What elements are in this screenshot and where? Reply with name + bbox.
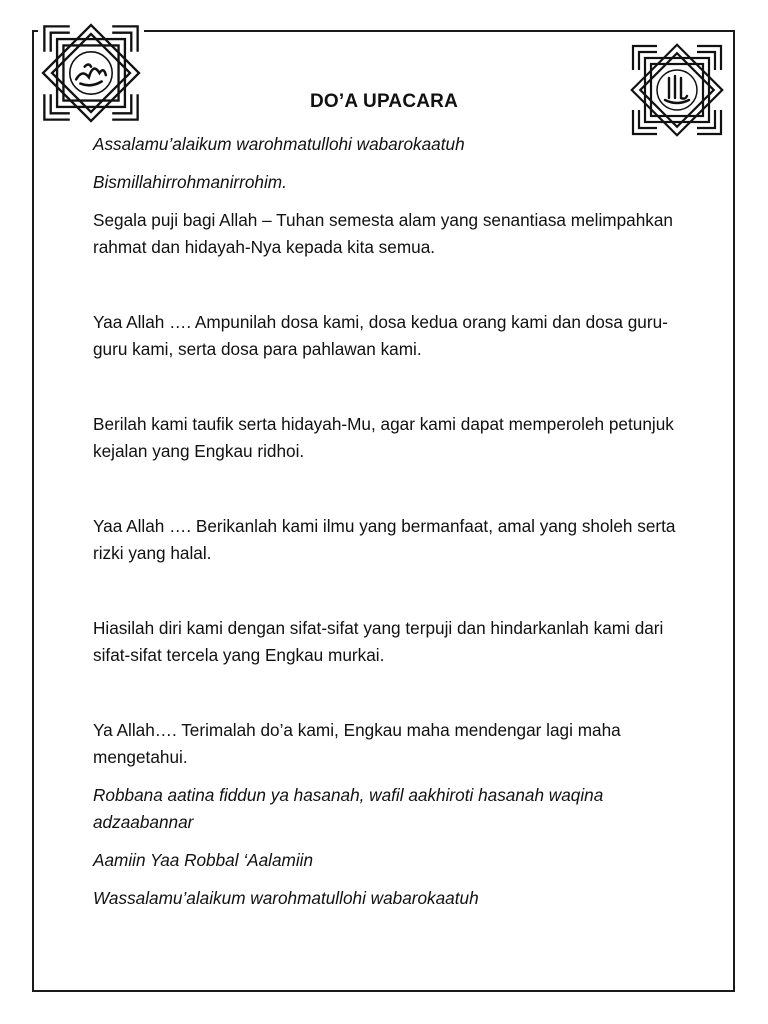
paragraph-praise: Segala puji bagi Allah – Tuhan semesta alam yang senantiasa melimpahkan rahmat dan hidayah-Nya kepada kita semua. xyxy=(93,210,673,257)
amin-closing: Aamiin Yaa Robbal ‘Aalamiin xyxy=(93,850,314,870)
paragraph-character: Hiasilah diri kami dengan sifat-sifat yang terpuji dan hindarkanlah kami dari sifat-sifat tercela yang Engkau murkai. xyxy=(93,618,664,665)
page-title: DO’A UPACARA xyxy=(309,91,459,112)
paragraph-acceptance: Ya Allah…. Terimalah do’a kami, Engkau maha mendengar lagi maha mengetahui. xyxy=(93,720,621,767)
basmalah: Bismillahirrohmanirrohim. xyxy=(93,172,287,192)
paragraph-guidance: Berilah kami taufik serta hidayah-Mu, agar kami dapat memperoleh petunjuk kejalan yang Engkau ridhoi. xyxy=(93,414,674,461)
robbana-prayer: Robbana aatina fiddun ya hasanah, wafil aakhiroti hasanah waqina adzaabannar xyxy=(93,785,604,832)
closing-greeting: Wassalamu’alaikum warohmatullohi wabarokaatuh xyxy=(93,888,479,908)
allah-calligraphy-icon xyxy=(627,40,727,140)
paragraph-forgiveness: Yaa Allah …. Ampunilah dosa kami, dosa kedua orang kami dan dosa guru-guru kami, serta dosa para pahlawan kami. xyxy=(93,312,668,359)
prayer-text xyxy=(93,130,693,912)
opening-greeting: Assalamu’alaikum warohmatullohi wabarokaatuh xyxy=(93,134,465,154)
paragraph-knowledge: Yaa Allah …. Berikanlah kami ilmu yang bermanfaat, amal yang sholeh serta rizki yang halal. xyxy=(93,516,676,563)
